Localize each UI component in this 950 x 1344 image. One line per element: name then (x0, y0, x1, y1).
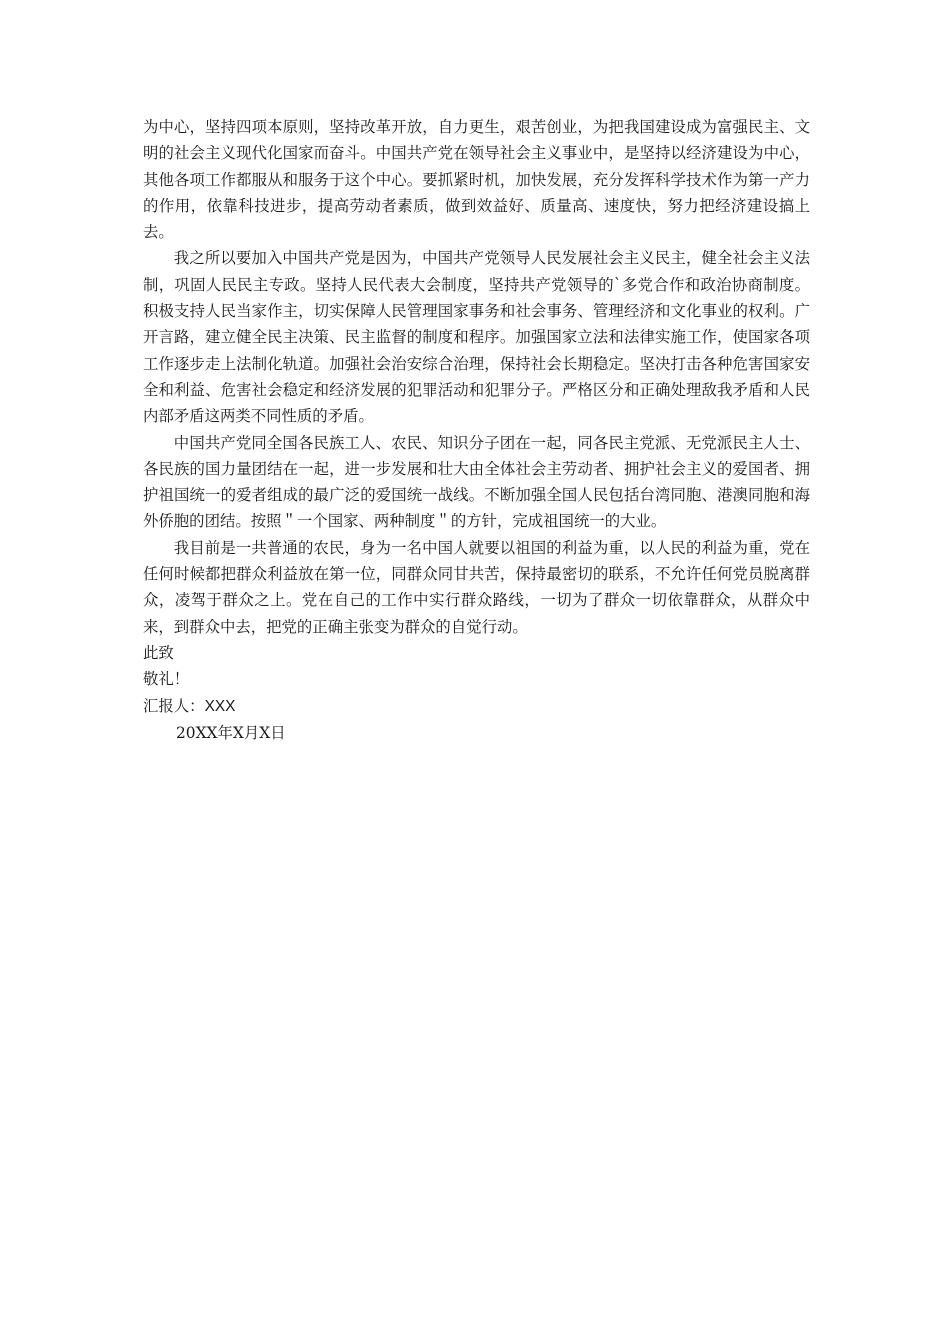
paragraph-united-front: 中国共产党同全国各民族工人、农民、知识分子团在一起，同各民主党派、无党派民主人士、各民族的国力量团结在一起，进一步发展和壮大由全体社会主劳动者、拥护社会主义的爱国者、拥护祖国统一的爱者组成的最广泛的爱国统一战线。不断加强全国人民包括台湾同胞、港澳同胞和海外侨胞的团结。按照＂一个国家、两种制度＂的方针，完成祖国统一的大业。 (143, 433, 810, 531)
paragraph-economic-construction: 为中心，坚持四项本原则，坚持改革开放，自力更生，艰苦创业，为把我国建设成为富强民主、文明的社会主义现代化国家而奋斗。中国共产党在领导社会主义事业中，是坚持以经济建设为中心，其他各项工作都服从和服务于这个中心。要抓紧时机，加快发展，充分发挥科学技术作为第一产力的作用，依靠科技进步，提高劳动者素质，做到效益好、质量高、速度快，努力把经济建设搞上去。 (143, 118, 810, 242)
paragraph-socialist-democracy: 我之所以要加入中国共产党是因为，中国共产党领导人民发展社会主义民主，健全社会主义法制，巩固人民民主专政。坚持人民代表大会制度，坚持共产党领导的`多党合作和政治协商制度。积极支持人民当家作主，切实保障人民管理国家事务和社会事务、管理经济和文化事业的权利。广开言路，建立健全民主决策、民主监督的制度和程序。加强国家立法和法律实施工作，使国家各项工作逐步走上法制化轨道。加强社会治安综合治理，保持社会长期稳定。坚决打击各种危害国家安全和利益、危害社会稳定和经济发展的犯罪活动和犯罪分子。严格区分和正确处理敌我矛盾和人民内部矛盾这两类不同性质的矛盾。 (143, 249, 810, 426)
closing-regards: 敬礼！ (143, 670, 190, 689)
reporter-label: 汇报人： (143, 696, 205, 715)
paragraph-mass-line: 我目前是一共普通的农民，身为一名中国人就要以祖国的利益为重，以人民的利益为重，党在任何时候都把群众利益放在第一位，同群众同甘共苦，保持最密切的联系，不允许任何党员脱离群众，凌驾于群众之上。党在自己的工作中实行群众路线，一切为了群众一切依靠群众，从群众中来，到群众中去，把党的正确主张变为群众的自觉行动。 (143, 538, 810, 636)
closing-salutation: 此致 (143, 643, 174, 662)
document-body (143, 114, 810, 746)
reporter-name: XXX (204, 697, 236, 715)
reporter-line (143, 693, 810, 720)
report-date: 20XX年X月X日 (176, 723, 286, 742)
